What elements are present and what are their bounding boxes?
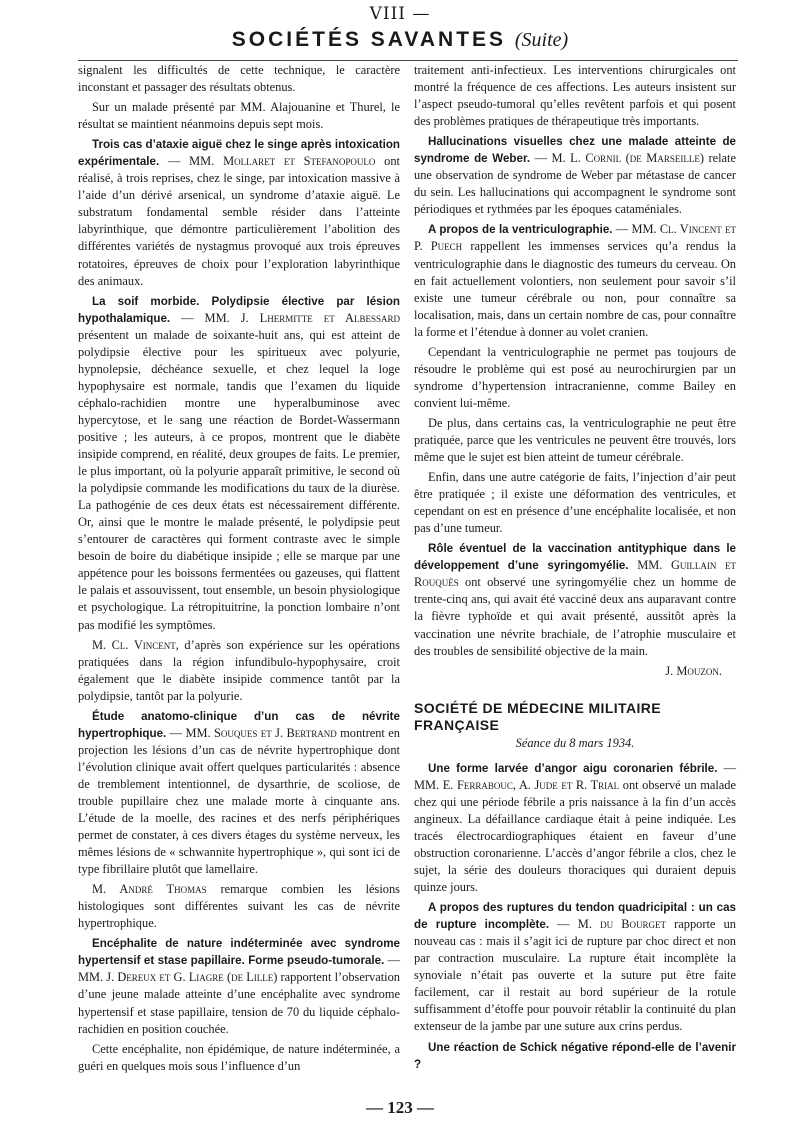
abstract-title: Hallucinations visuelles chez une malade atteinte de syndrome de Weber.: [414, 135, 736, 166]
abstract-title: Trois cas d’ataxie aiguë chez le singe après intoxication expérimentale.: [78, 138, 400, 169]
abstract-title: A propos des ruptures du tendon quadricipital : un cas de rupture incomplète.: [414, 901, 736, 932]
author-name: M. André Thomas: [92, 882, 207, 897]
abstract-hallucinations: Hallucinations visuelles chez une malade atteinte de syndrome de Weber. — M. L. Cornil (de Marseille) relate une observation de syndrome de Weber par métastase de cancer du sein. Les hallucinations qui accompagnent le syndrome sont périodiques et rythmées par les époques cataméniales.: [414, 135, 736, 217]
abstract-body: rappellent les immenses services qu’a rendus la ventriculographie dans le diagnostic des tumeurs du cerveau. On en fait actuellement volontiers, non seulement pour savoir s’il existe une tumeur cérébrale ou non, pour connaître sa localisation, mais, dans un certain nombre de cas, pour connaître la forme et l’étendue à donner au volet cranien.: [414, 239, 736, 339]
signature: [414, 663, 722, 680]
paragraph: De plus, dans certains cas, la ventriculographie ne peut être pratiquée, parce que les ventricules ne peuvent être trouvés, lors même que le sujet est bien atteint de tumeur cérébrale.: [414, 415, 736, 465]
abstract-etude: Étude anatomo-clinique d’un cas de névrite hypertrophique. — MM. Souques et J. Bertrand montrent en projection les lésions d’un cas de névrite hypertrophique dont l’évolution clinique avait offert quelques particularités : absence de tremblement intentionnel, de dysarthrie, de scoliose, de trouble pupillaire chez une malade morte à cinquante ans. L’étude de la moelle, des racines et des nerfs périphériques permet de constater, à ces divers étages du système nerveux, les mêmes lésions de « schwannite hypertrophique », qui sont ici de type fibrillaire plutôt que lamellaire.: [78, 709, 400, 877]
abstract-authors: MM. E. Ferrabouc, A. Jude et R. Trial: [414, 777, 620, 792]
abstract-body: montrent en projection les lésions d’un cas de névrite hypertrophique dont l’évolution clinique avait offert quelques particularités : absence de tremblement intentionnel, de dysarthrie, de scoliose, de trouble pupillaire chez une malade morte à cinquante ans. L’étude de la moelle, des racines et des nerfs périphériques permet de constater, à ces divers étages du système nerveux, les mêmes lésions de « schwannite hypertrophique », qui sont ici de type fibrillaire plutôt que lamellaire.: [78, 725, 400, 877]
header-suffix: (Suite): [514, 29, 569, 51]
abstract-authors: M. du Bourget: [577, 917, 666, 932]
paragraph: signalent les difficultés de cette technique, le caractère inconstant et passager des résultats obtenus.: [78, 63, 400, 95]
abstract-authors: MM. Mollaret et Stefanopoulo: [189, 154, 376, 169]
abstract-authors: MM. J. Dereux et G. Liagre (de Lille): [78, 970, 278, 985]
paragraph-vincent: [78, 637, 400, 705]
abstract-ataxie: Trois cas d’ataxie aiguë chez le singe après intoxication expérimentale. — MM. Mollaret et Stefanopoulo ont réalisé, à trois reprises, chez le singe, par intoxication massive à l’aide d’un dérivé arsenical, un syndrome d’ataxie aiguë. Le substratum fondamental semble résider dans l’atteinte labyrinthique, que démontre particulièrement l’abolition des différentes variétés de nystagmus provoqué aux trois épreuves rotatoires, épreuves de choix pour l’exploration labyrinthique des animaux.: [78, 138, 400, 288]
paragraph: Enfin, dans une autre catégorie de faits, l’injection d’air peut être pratiquée ; il existe une déformation des ventricules, et cependant on est en présence d’une encéphalite localisée, et non pas d’une tumeur.: [414, 470, 736, 536]
abstract-body: relate une observation de syndrome de Weber par métastase de cancer du sein. Les hallucinations qui accompagnent le syndrome sont périodiques et rythmées par les époques cataméniales.: [414, 151, 736, 217]
paragraph: Cette encéphalite, non épidémique, de nature indéterminée, a guéri en quelques mois sous l’influence d’un: [78, 1041, 400, 1073]
abstract-ruptures: A propos des ruptures du tendon quadricipital : un cas de rupture incomplète. — M. du Bourget rapporte un nouveau cas : mais il s’agit ici de rupture par choc direct et non par contraction musculaire. La rupture était incomplète la synoviale n’était pas ouverte et la suture put être faite facilement, car il restait au bord supérieur de la rotule suffisamment d’étoffe pour pouvoir rétablir la continuité du plan extenseur de la jambe par une suture aux crins perdus.: [414, 901, 736, 1034]
abstract-body: ont réalisé, à trois reprises, chez le singe, par intoxication massive à l’aide d’un dérivé arsenical, un syndrome d’ataxie aiguë. Le substratum fondamental semble résider dans l’atteinte labyrinthique, que démontre particulièrement l’abolition des différentes variétés de nystagmus provoqué aux trois épreuves rotatoires, épreuves de choix pour l’exploration labyrinthique des animaux.: [78, 154, 400, 288]
abstract-soif: La soif morbide. Polydipsie élective par lésion hypothalamique. — MM. J. Lhermitte et Albessard présentent un malade de soixante-huit ans, qui est atteint de polydipsie élective pour les spiritueux avec polyurie, hypnolepsie, déchéance sexuelle, et chez lequel la loge hypophysaire est normale, tandis que l’examen du liquide céphalo-rachidien montre une hyperalbuminose avec hypercytose, et le sang une réaction de Bordet-Wassermann positive ; les auteurs, à ce propos, montrent que le diabète insipide comprend, en réalité, deux groupes de faits. Le premier, le plus important, où la polyurie apparaît primitive, le second où la polydipsie commande les modifications du taux de la diurèse. La pathogénie de ces deux états est nécessairement différente. Or, ainsi que le montre le malade présenté, le polydipsie peut s’entourer de caractères qui forment contraste avec le simple besoin de boire du diabétique insipide ; elle se marque par une appétence pour les boissons fermentées ou gazeuses, qui flattent le palais et assouvissent, tout ensemble, un besoin physiologique et psychologique. La rétropituitrine, la ponction lombaire n’ont pas modifié les symptômes.: [78, 294, 400, 632]
author-name: M. Cl. Vincent,: [92, 637, 179, 652]
abstract-authors: MM. Cl. Vincent et P. Puech: [414, 222, 736, 254]
abstract-body: rapportent l’observation d’une jeune malade atteinte d’une encéphalite avec syndrome hypertensif et stase papillaire, tension de 70 du liquide céphalo-rachidien en position couchée.: [78, 970, 400, 1036]
abstract-authors: M. L. Cornil (de Marseille): [551, 151, 704, 166]
abstract-body: ont observé un malade chez qui une période fébrile a pris naissance à la fin d’un accès angineux. La défaillance cardiaque était à peine indiquée. Les tracés électrocardiographiques étaient en faveur d’une obstruction coronarienne. L’accès d’angor fébrile a clos, chez le sujet, la série des douleurs thoraciques qui duraient depuis quinze jours.: [414, 777, 736, 895]
paragraph: Cependant la ventriculographie ne permet pas toujours de résoudre le problème qui est posé au neurochirurgien par un syndrome d’hypertension intracranienne, comme Bailey en convient lui-même.: [414, 344, 736, 410]
paragraph-thomas: [78, 881, 400, 932]
abstract-title: Encéphalite de nature indéterminée avec syndrome hypertensif et stase papillaire. Forme pseudo-tumorale.: [78, 937, 400, 968]
abstract-angor: Une forme larvée d’angor aigu coronarien fébrile. — MM. E. Ferrabouc, A. Jude et R. Trial ont observé un malade chez qui une période fébrile a pris naissance à la fin d’un accès angineux. La défaillance cardiaque était à peine indiquée. Les tracés électrocardiographiques étaient en faveur d’une obstruction coronarienne. L’accès d’angor fébrile a clos, chez le sujet, la série des douleurs thoraciques qui duraient depuis quinze jours.: [414, 760, 736, 895]
abstract-ventriculographie: A propos de la ventriculographie. — MM. Cl. Vincent et P. Puech rappellent les immenses services qu’a rendus la ventriculographie dans le diagnostic des tumeurs du cerveau. On en fait actuellement volontiers, non seulement pour savoir s’il existe une tumeur cérébrale ou non, pour connaître sa localisation, mais, dans un certain nombre de cas, pour connaître la forme et l’étendue à donner au volet cranien.: [414, 222, 736, 339]
abstract-encephalite: Encéphalite de nature indéterminée avec syndrome hypertensif et stase papillaire. Forme pseudo-tumorale. — MM. J. Dereux et G. Liagre (de Lille) rapportent l’observation d’une jeune malade atteinte d’une encéphalite avec syndrome hypertensif et stase papillaire, tension de 70 du liquide céphalo-rachidien en position couchée.: [78, 937, 400, 1036]
abstract-title: La soif morbide. Polydipsie élective par lésion hypothalamique.: [78, 294, 400, 325]
section-date: Séance du 8 mars 1934.: [515, 735, 635, 750]
abstract-authors: MM. Guillain et Rouquès: [414, 558, 736, 590]
paragraph: traitement anti-infectieux. Les interventions chirurgicales ont montré la fréquence de ces affections. Les auteurs insistent sur l’aspect pseudo-tumoral qu’elles revêtent parfois et qui posent des problèmes pratiques de thérapeutique très importants.: [414, 63, 736, 129]
paragraph: Sur un malade présenté par MM. Alajouanine et Thurel, le résultat se maintient néanmoins depuis sept mois.: [78, 100, 400, 132]
abstract-body: ont observé une syringomyélie chez un homme de trente-cinq ans, qui avait été vacciné deux ans auparavant contre la fièvre typhoïde et qui avait présenté, aussitôt après la vaccination une névrite brachiale, de l’atrophie musculaire et des troubles de sensibilité objective de la main.: [414, 575, 736, 658]
signature-name: J. Mouzon.: [665, 663, 722, 678]
left-column: [78, 62, 400, 1078]
paragraph-body: d’après son expérience sur les opérations pratiquées dans la région infundibulo-hypophysaire, croit également que le diabète insipide commence tantôt par la polydipsie, tantôt par la polyurie.: [78, 637, 400, 703]
section-title: SOCIÉTÉ DE MÉDECINE MILITAIRE FRANÇAISE: [414, 699, 662, 733]
abstract-body: rapporte un nouveau cas : mais il s’agit ici de rupture par choc direct et non par contraction musculaire. La rupture était incomplète la synoviale n’était pas ouverte et la suture put être faite facilement, car il restait au bord supérieur de la rotule suffisamment d’étoffe pour pouvoir rétablir la continuité du plan extenseur de la jambe par une suture aux crins perdus.: [414, 917, 736, 1034]
abstract-schick: [414, 1039, 736, 1073]
abstract-authors: MM. J. Lhermitte et Albessard: [204, 310, 400, 325]
abstract-title: Une forme larvée d’angor aigu coronarien fébrile.: [428, 761, 718, 775]
folio: VIII —: [369, 4, 431, 24]
abstract-title: Une réaction de Schick négative répond-elle de l’avenir ?: [414, 1040, 736, 1071]
abstract-body: présentent un malade de soixante-huit ans, qui est atteint de polydipsie élective pour les spiritueux avec polyurie, hypnolepsie, déchéance sexuelle, et chez lequel la loge hypophysaire est normale, tandis que l’examen du liquide céphalo-rachidien montre une hyperalbuminose avec hypercytose, et le sang une réaction de Bordet-Wassermann positive ; les auteurs, à ce propos, montrent que le diabète insipide comprend, en réalité, deux groupes de faits. Le premier, le plus important, où la polyurie apparaît primitive, le second où la polydipsie commande les modifications du taux de la diurèse. La pathogénie de ces deux états est nécessairement différente. Or, ainsi que le montre le malade présenté, le polydipsie peut s’entourer de caractères qui forment contraste avec le simple besoin de boire du diabétique insipide ; elle se marque par une appétence pour les boissons fermentées ou gazeuses, qui flattent le palais et assouvissent, tout ensemble, un besoin physiologique et psychologique. La rétropituitrine, la ponction lombaire n’ont pas modifié les symptômes.: [78, 327, 400, 632]
header-rule: [78, 60, 738, 61]
abstract-title: Rôle éventuel de la vaccination antityphique dans le développement d’une syringomyélie.: [414, 542, 736, 573]
abstract-role: [414, 540, 736, 659]
header-title: SOCIÉTÉS SAVANTES: [231, 28, 507, 51]
abstract-authors: MM. Souques et J. Bertrand: [185, 725, 337, 740]
paragraph-body: remarque combien les lésions histologiques sont différentes suivant les cas de névrite hypertrophique.: [78, 882, 400, 931]
abstract-title: A propos de la ventriculographie.: [428, 223, 613, 237]
abstract-title: Étude anatomo-clinique d’un cas de névrite hypertrophique.: [78, 709, 400, 740]
page-header: [0, 28, 800, 52]
page-number: — 123 —: [366, 1098, 434, 1117]
right-column: [414, 62, 736, 1076]
